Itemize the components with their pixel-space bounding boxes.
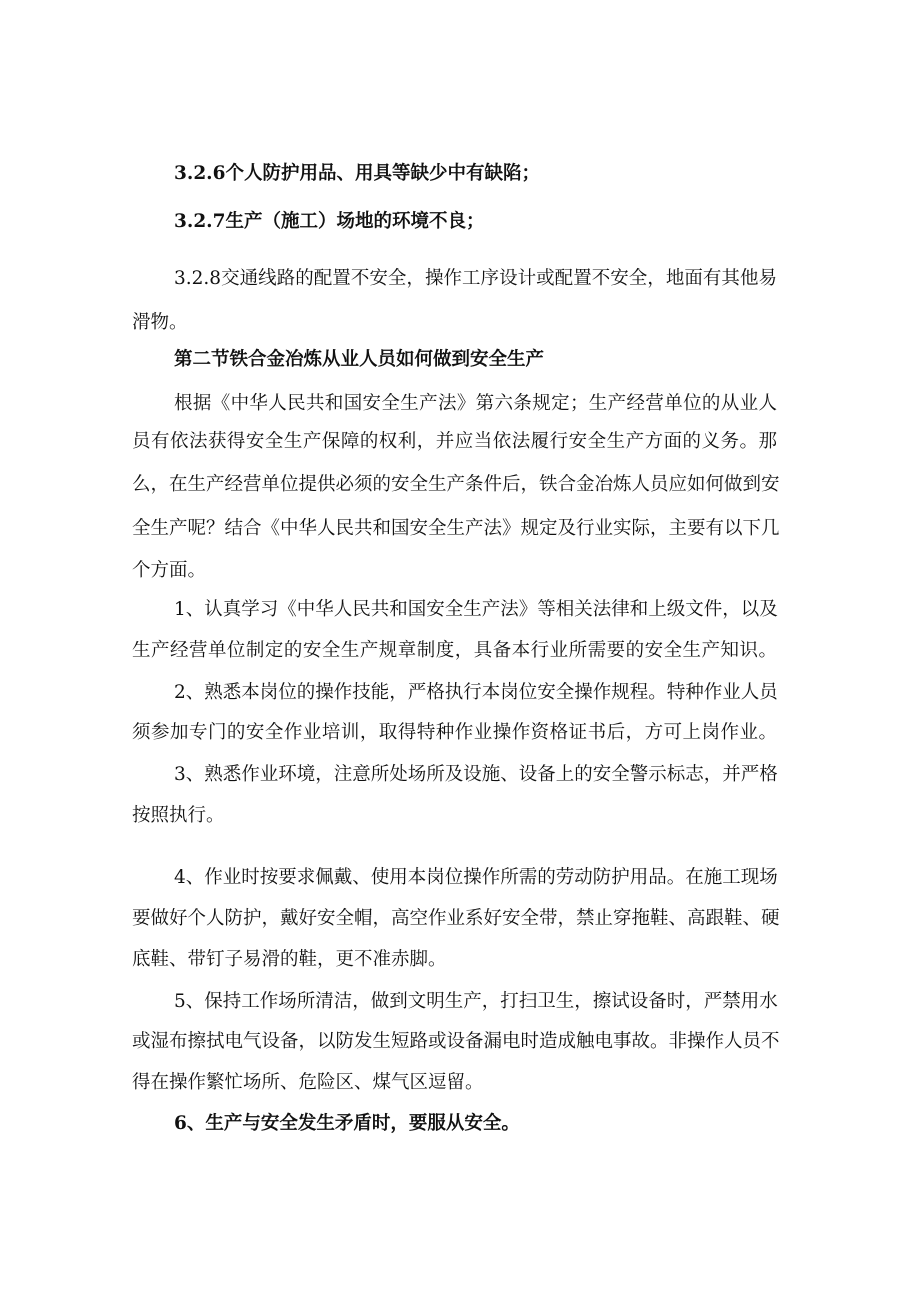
point-5-line-2: 或湿布擦拭电气设备，以防发生短路或设备漏电时造成触电事故。非操作人员不: [132, 1031, 780, 1052]
point-4-line-2: 要做好个人防护，戴好安全帽，高空作业系好安全带，禁止穿拖鞋、高跟鞋、硬: [132, 908, 780, 929]
point-4-line-1: 4、作业时按要求佩戴、使用本岗位操作所需的劳动防护用品。在施工现场: [174, 867, 778, 888]
point-1-line-1: 1、认真学习《中华人民共和国安全生产法》等相关法律和上级文件，以及: [174, 599, 778, 620]
intro-line-2: 员有依法获得安全生产保障的权利，并应当依法履行安全生产方面的义务。那: [132, 431, 777, 452]
point-6: 6、生产与安全发生矛盾时，要服从安全。: [174, 1113, 520, 1134]
item-3-2-7: 3.2.7生产（施工）场地的环境不良；: [174, 211, 485, 232]
intro-line-4: 全生产呢？结合《中华人民共和国安全生产法》规定及行业实际，主要有以下几: [132, 518, 780, 539]
intro-line-1: 根据《中华人民共和国安全生产法》第六条规定；生产经营单位的从业人: [174, 393, 777, 414]
point-4-line-3: 底鞋、带钉子易滑的鞋，更不准赤脚。: [132, 949, 447, 970]
section-title: 第二节铁合金冶炼从业人员如何做到安全生产: [174, 349, 545, 370]
point-2-line-1: 2、熟悉本岗位的操作技能，严格执行本岗位安全操作规程。特种作业人员: [174, 682, 778, 703]
intro-line-3: 么，在生产经营单位提供必须的安全生产条件后，铁合金冶炼人员应如何做到安: [132, 474, 780, 495]
item-3-2-6: 3.2.6个人防护用品、用具等缺少中有缺陷；: [174, 163, 540, 184]
point-1-line-2: 生产经营单位制定的安全生产规章制度，具备本行业所需要的安全生产知识。: [132, 640, 777, 661]
point-5-line-3: 得在操作繁忙场所、危险区、煤气区逗留。: [132, 1072, 484, 1093]
intro-line-5: 个方面。: [132, 560, 207, 581]
point-3-line-2: 按照执行。: [132, 805, 225, 826]
point-2-line-2: 须参加专门的安全作业培训，取得特种作业操作资格证书后，方可上岗作业。: [132, 722, 777, 743]
item-3-2-8-line-1: 3.2.8交通线路的配置不安全，操作工序设计或配置不安全，地面有其他易: [174, 268, 777, 289]
item-3-2-8-line-2: 滑物。: [132, 312, 188, 333]
point-5-line-1: 5、保持工作场所清洁，做到文明生产，打扫卫生，擦试设备时，严禁用水: [174, 991, 778, 1012]
point-3-line-1: 3、熟悉作业环境，注意所处场所及设施、设备上的安全警示标志，并严格: [174, 764, 778, 785]
